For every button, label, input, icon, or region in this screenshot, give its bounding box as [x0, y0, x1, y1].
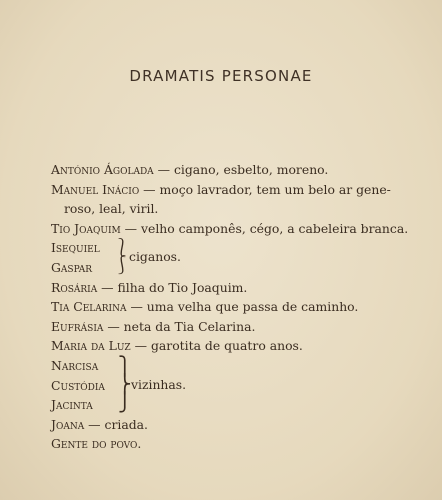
page-title: DRAMATIS PERSONAE	[129, 67, 313, 85]
cast-entry-continuation	[51, 199, 411, 219]
character-description-continued: roso, leal, viril.	[64, 201, 159, 217]
character-description: neta da Tia Celarina.	[123, 318, 256, 334]
character-name: Tio Joaquim	[51, 220, 121, 236]
character-name: Narcisa	[51, 357, 99, 373]
character-name: Eufrásia	[51, 318, 104, 334]
group-description: vizinhas.	[131, 376, 187, 392]
cast-entry	[51, 373, 411, 396]
separator: —	[139, 181, 160, 197]
cast-entry	[51, 415, 411, 435]
cast-entry	[51, 160, 411, 180]
separator: —	[120, 220, 141, 236]
character-name: Manuel Inácio	[51, 181, 140, 197]
brace-mark: ⎰	[113, 255, 131, 277]
brace-mark: ⎫	[118, 355, 132, 377]
cast-entry	[51, 336, 411, 356]
character-name: Isequiel	[51, 240, 100, 256]
character-description: criada.	[104, 416, 148, 432]
character-description: garotita de quatro anos.	[150, 338, 303, 354]
cast-list	[51, 160, 411, 454]
character-description: velho camponês, cégo, a cabeleira branca.	[141, 220, 409, 236]
cast-entry	[51, 434, 411, 454]
group-description: ciganos.	[129, 249, 181, 265]
character-name: Tia Celarina	[51, 299, 127, 315]
cast-entry	[51, 297, 411, 317]
character-description: uma velha que passa de caminho.	[146, 299, 359, 315]
separator: —	[103, 318, 124, 334]
character-description: moço lavrador, tem um belo ar gene-	[159, 181, 391, 197]
cast-entry	[51, 317, 411, 337]
character-description: filha do Tio Joaquim.	[117, 279, 248, 295]
cast-group-vizinhas	[51, 356, 411, 415]
cast-entry	[51, 356, 411, 376]
brace-mark: ⎱	[113, 238, 131, 260]
character-name: Gente do povo.	[51, 436, 142, 452]
cast-group-ciganos	[51, 238, 411, 277]
brace-mark: ⎬	[118, 373, 132, 395]
cast-entry	[51, 391, 411, 415]
separator: —	[84, 416, 105, 432]
cast-entry	[51, 238, 411, 258]
character-name: Jacinta	[51, 397, 93, 413]
separator: —	[153, 162, 174, 177]
character-name: Custódia	[51, 377, 105, 393]
character-name: Rosária	[51, 279, 98, 295]
character-name: António Ágolada	[51, 162, 154, 177]
separator: —	[97, 279, 118, 295]
character-name: Maria da Luz	[51, 338, 131, 354]
cast-entry	[51, 219, 411, 239]
brace-mark: ⎭	[118, 391, 132, 413]
character-description: cigano, esbelto, moreno.	[173, 162, 329, 177]
character-name: Joana	[51, 416, 85, 432]
character-name: Gaspar	[51, 259, 93, 275]
separator: —	[126, 299, 147, 315]
cast-entry	[51, 278, 411, 298]
separator: —	[130, 338, 151, 354]
cast-entry	[51, 180, 411, 200]
